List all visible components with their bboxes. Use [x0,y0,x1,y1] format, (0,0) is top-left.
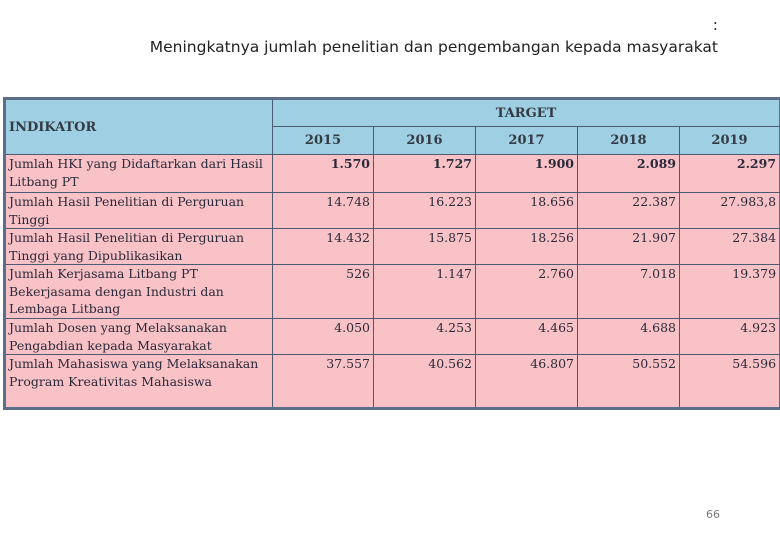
indicator-cell: Jumlah Kerjasama Litbang PT Bekerjasama dengan Industri dan Lembaga Litbang [5,265,273,319]
page-heading [150,14,718,58]
value-cell: 1.900 [476,155,578,193]
value-cell: 2.297 [680,155,780,193]
value-cell: 4.923 [680,319,780,355]
value-cell: 18.656 [476,193,578,229]
value-cell: 16.223 [374,193,476,229]
table-row [5,319,780,355]
indicator-cell: Jumlah HKI yang Didaftarkan dari Hasil Litbang PT [5,155,273,193]
value-cell: 27.384 [680,229,780,265]
value-cell: 4.688 [578,319,680,355]
table-row [5,265,780,319]
year-header: 2016 [374,127,476,155]
year-header: 2017 [476,127,578,155]
indicator-cell: Jumlah Hasil Penelitian di Perguruan Tinggi [5,193,273,229]
value-cell: 15.875 [374,229,476,265]
value-cell: 4.253 [374,319,476,355]
value-cell: 50.552 [578,355,680,409]
heading-colon: : [712,16,718,34]
year-header: 2018 [578,127,680,155]
value-cell: 27.983,8 [680,193,780,229]
value-cell: 2.089 [578,155,680,193]
value-cell: 14.432 [273,229,374,265]
value-cell: 21.907 [578,229,680,265]
value-cell: 7.018 [578,265,680,319]
value-cell: 2.760 [476,265,578,319]
value-cell: 40.562 [374,355,476,409]
page-number: 66 [706,508,720,521]
table-row [5,193,780,229]
value-cell: 54.596 [680,355,780,409]
year-header: 2019 [680,127,780,155]
value-cell: 46.807 [476,355,578,409]
table-row [5,355,780,409]
value-cell: 1.570 [273,155,374,193]
target-header: TARGET [273,99,780,127]
indicator-cell: Jumlah Dosen yang Melaksanakan Pengabdian kepada Masyarakat [5,319,273,355]
value-cell: 4.050 [273,319,374,355]
table-row [5,155,780,193]
value-cell: 37.557 [273,355,374,409]
value-cell: 1.147 [374,265,476,319]
heading-title: Meningkatnya jumlah penelitian dan pengembangan kepada masyarakat [149,38,718,56]
value-cell: 526 [273,265,374,319]
value-cell: 19.379 [680,265,780,319]
value-cell: 1.727 [374,155,476,193]
value-cell: 4.465 [476,319,578,355]
value-cell: 18.256 [476,229,578,265]
value-cell: 22.387 [578,193,680,229]
indicator-cell: Jumlah Mahasiswa yang Melaksanakan Program Kreativitas Mahasiswa [5,355,273,409]
indicator-cell: Jumlah Hasil Penelitian di Perguruan Tinggi yang Dipublikasikan [5,229,273,265]
indikator-header: INDIKATOR [5,99,273,155]
year-header: 2015 [273,127,374,155]
value-cell: 14.748 [273,193,374,229]
target-table [3,97,780,410]
table-row [5,229,780,265]
